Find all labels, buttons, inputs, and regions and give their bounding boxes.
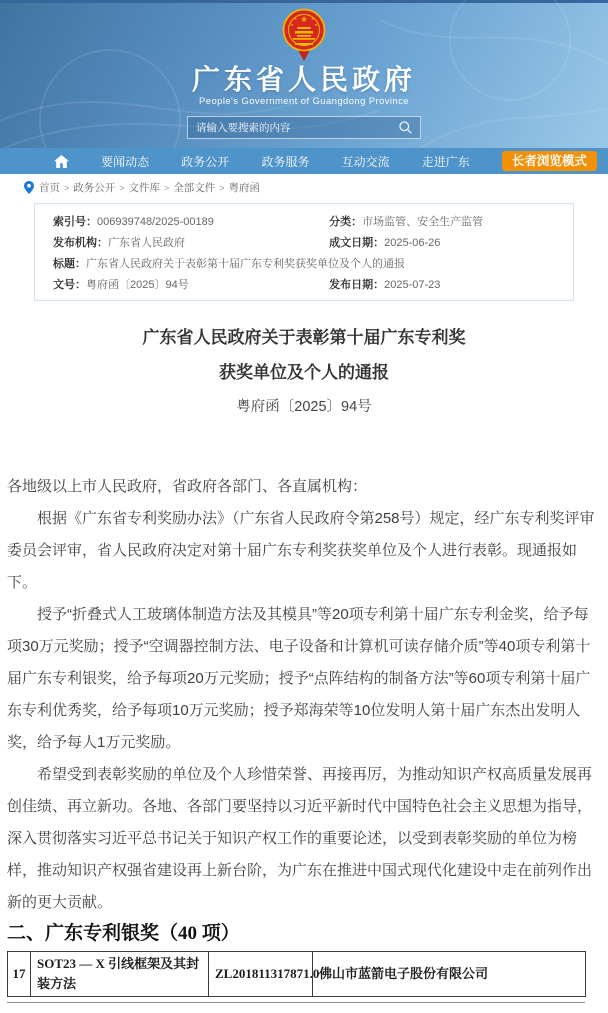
meta-category-label: 分类：	[329, 216, 363, 228]
document-title-line1: 广东省人民政府关于表彰第十届广东专利奖	[142, 328, 466, 347]
main-nav	[0, 148, 608, 174]
document-meta-box	[34, 203, 574, 301]
salutation-line: 各地级以上市人民政府，省政府各部门、各直属机构：	[7, 478, 368, 495]
breadcrumb-separator: >	[219, 182, 225, 193]
search-input[interactable]	[188, 122, 399, 134]
breadcrumb-gov-open[interactable]: 政务公开	[73, 181, 116, 194]
nav-item-interact[interactable]: 互动交流	[341, 154, 390, 169]
meta-index-value: 006939748/2025-00189	[97, 216, 214, 228]
row-index-cell: 17	[8, 952, 31, 997]
meta-written-date-value: 2025-06-26	[384, 237, 441, 249]
svg-text:★: ★	[293, 16, 298, 21]
meta-index-label: 索引号：	[53, 216, 97, 228]
nav-item-gov-open[interactable]: 政务公开	[181, 154, 230, 169]
document-body-text	[7, 471, 601, 919]
body-paragraph: 授予“折叠式人工玻璃体制造方法及其模具”等20项专利第十届广东专利金奖，给予每项30万元奖励；授予“空调器控制方法、电子设备和计算机可读存储介质”等40项专利第十届广东专利银奖，给予每项20万元奖励；授予“点阵结构的制备方法”等60项专利第十届广东专利优秀奖，给予每项10万元奖励；授予郑海荣等10位发明人第十届广东杰出发明人奖，给予每人1万元奖励。	[7, 606, 591, 751]
nav-item-news[interactable]: 要闻动态	[101, 154, 150, 169]
body-paragraph: 根据《广东省专利奖励办法》（广东省人民政府令第258号）规定，经广东专利奖评审委员会评审，省人民政府决定对第十届广东专利奖获奖单位及个人进行表彰。现通报如下。	[7, 510, 595, 591]
document-number: 粤府函〔2025〕94号	[236, 399, 372, 415]
document-content	[0, 325, 608, 1013]
svg-text:★: ★	[314, 22, 318, 27]
document-title-line2: 获奖单位及个人的通报	[219, 363, 389, 382]
patent-number-cell: ZL201811317871.0	[209, 952, 313, 997]
meta-category-value: 市场监管、安全生产监管	[362, 216, 484, 228]
meta-publish-date-label: 发布日期：	[329, 279, 385, 291]
table-row	[8, 952, 586, 997]
breadcrumb-separator: >	[119, 182, 125, 193]
search-icon[interactable]	[399, 121, 420, 134]
patentee-cell: 佛山市蓝箭电子股份有限公司	[313, 952, 586, 997]
meta-written-date-label: 成文日期：	[329, 237, 385, 249]
site-header-banner	[0, 0, 608, 148]
breadcrumb-separator: >	[164, 182, 170, 193]
award-table	[7, 951, 586, 997]
meta-publish-date-value: 2025-07-23	[384, 279, 441, 291]
breadcrumb-yuefuhan[interactable]: 粤府函	[228, 181, 261, 194]
breadcrumb-separator: >	[64, 182, 70, 193]
svg-text:★: ★	[310, 16, 315, 21]
nav-item-into-gd[interactable]: 走进广东	[421, 154, 470, 169]
next-table-row-partial	[7, 1002, 585, 1013]
site-subtitle: People's Government of Guangdong Province	[199, 96, 409, 107]
patent-name-cell: SOT23 — X 引线框架及其封装方法	[31, 952, 209, 997]
meta-row	[53, 254, 555, 275]
svg-text:★: ★	[290, 22, 294, 27]
home-icon[interactable]	[54, 155, 69, 168]
meta-title-value: 广东省人民政府关于表彰第十届广东专利奖获奖单位及个人的通报	[86, 258, 405, 270]
meta-docno-value: 粤府函〔2025〕94号	[86, 279, 189, 291]
section-heading-silver-award: 二、广东专利银奖（40 项）	[7, 923, 240, 944]
meta-agency-label: 发布机构：	[53, 237, 108, 249]
meta-row	[53, 233, 555, 254]
national-emblem-icon	[278, 7, 330, 62]
elder-mode-button[interactable]: 长者浏览模式	[502, 151, 597, 171]
meta-title-label: 标题：	[53, 258, 86, 270]
breadcrumb	[0, 174, 608, 198]
breadcrumb-all-files[interactable]: 全部文件	[173, 181, 216, 194]
search-box[interactable]	[187, 116, 421, 139]
site-title: 广东省人民政府	[191, 64, 416, 95]
breadcrumb-file-lib[interactable]: 文件库	[128, 181, 161, 194]
location-pin-icon	[24, 181, 34, 194]
svg-text:★: ★	[300, 14, 308, 24]
nav-item-gov-service[interactable]: 政务服务	[261, 154, 310, 169]
meta-row	[53, 212, 555, 233]
meta-agency-value: 广东省人民政府	[108, 237, 185, 249]
breadcrumb-home[interactable]: 首页	[39, 181, 60, 194]
body-paragraph: 希望受到表彰奖励的单位及个人珍惜荣誉、再接再厉，为推动知识产权高质量发展再创佳绩、再立新功。各地、各部门要坚持以习近平新时代中国特色社会主义思想为指导，深入贯彻落实习近平总书记关于知识产权工作的重要论述，以受到表彰奖励的单位为榜样，推动知识产权强省建设再上新台阶，为广东在推进中国式现代化建设中走在前列作出新的更大贡献。	[7, 766, 593, 911]
meta-docno-label: 文号：	[53, 279, 86, 291]
meta-row	[53, 275, 555, 296]
